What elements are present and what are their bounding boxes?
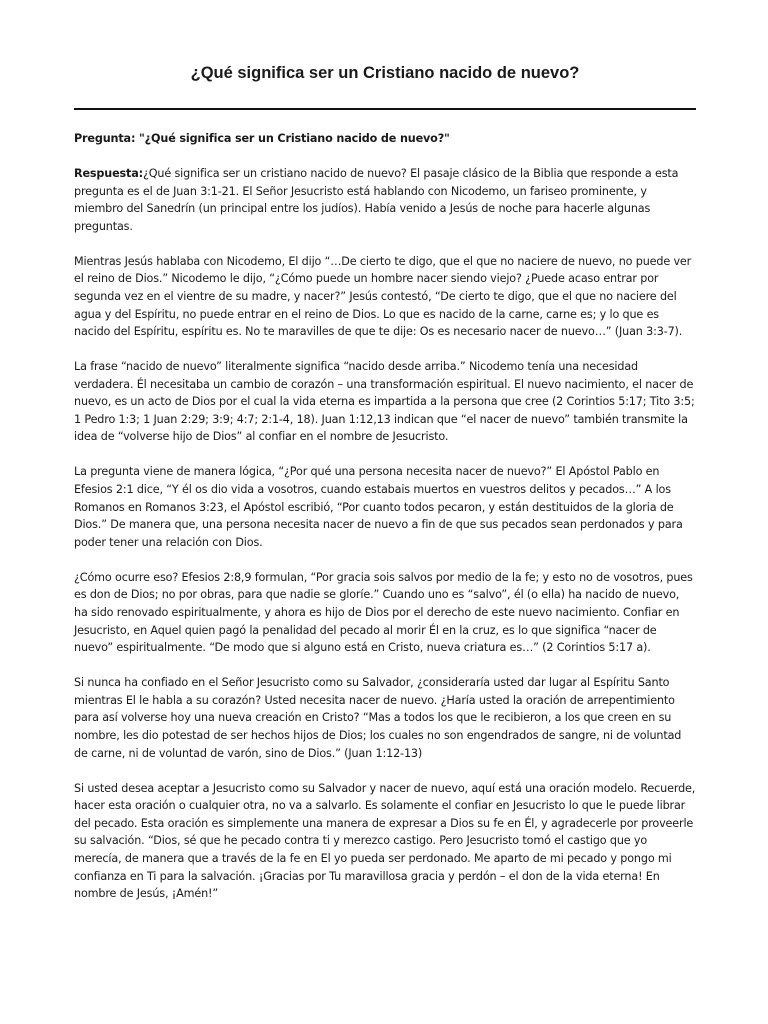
- body-paragraph-5: Si nunca ha confiado en el Señor Jesucristo como su Salvador, ¿consideraría usted dar lugar al Espíritu Santo mientras El le habla a su corazón? Usted necesita nacer de nuevo. ¿Haría usted la oración de arrepentimiento para así volverse hoy una nueva creación en Cristo? “Mas a todos los que le recibieron, a los que creen en su nombre, les dio potestad de ser hechos hijos de Dios; los cuales no son engendrados de sangre, ni de voluntad de carne, ni de voluntad de varón, sino de Dios.” (Juan 1:12-13): [74, 676, 682, 760]
- title-divider: [74, 108, 696, 110]
- body-paragraph-2: La frase “nacido de nuevo” literalmente significa “nacido desde arriba.” Nicodemo tenía una necesidad verdadera. Él necesitaba un cambio de corazón – una transformación espiritual. El nuevo nacimiento, el nacer de nuevo, es un acto de Dios por el cual la vida eterna es impartida a la persona que cree (2 Corintios 5:17; Tito 3:5; 1 Pedro 1:3; 1 Juan 2:29; 3:9; 4:7; 2:1-4, 18). Juan 1:12,13 indican que “el nacer de nuevo” también transmite la idea de “volverse hijo de Dios” al confiar en el nombre de Jesucristo.: [74, 360, 695, 444]
- page-title: ¿Qué significa ser un Cristiano nacido de nuevo?: [190, 64, 580, 82]
- answer-paragraph: [74, 165, 696, 235]
- answer-label: Respuesta:: [74, 166, 143, 180]
- body-paragraph-1: Mientras Jesús hablaba con Nicodemo, El dijo “…De cierto te digo, que el que no naciere de nuevo, no puede ver el reino de Dios.” Nicodemo le dijo, “¿Cómo puede un hombre nacer siendo viejo? ¿Puede acaso entrar por segunda vez en el vientre de su madre, y nacer?” Jesús contestó, “De cierto te digo, que el que no naciere del agua y del Espíritu, no puede entrar en el reino de Dios. Lo que es nacido de la carne, carne es; y lo que es nacido del Espíritu, espíritu es. No te maravilles de que te dije: Os es necesario nacer de nuevo…” (Juan 3:3-7).: [74, 254, 692, 339]
- body-paragraph-6: Si usted desea aceptar a Jesucristo como su Salvador y nacer de nuevo, aquí está una oración modelo. Recuerde, hacer esta oración o cualquier otra, no va a salvarlo. Es solamente el confiar en Jesucristo lo que le puede librar del pecado. Esta oración es simplemente una manera de expresar a Dios su fe en Él, y agradecerle por proveerle su salvación. “Dios, sé que he pecado contra ti y merezco castigo. Pero Jesucristo tomó el castigo que yo merecía, de manera que a través de la fe en El yo pueda ser perdonado. Me aparto de mi pecado y pongo mi confianza en Ti para la salvación. ¡Gracias por Tu maravillosa gracia y perdón – el don de la vida eterna! En nombre de Jesús, ¡Amén!”: [74, 781, 696, 901]
- question-paragraph: Pregunta: "¿Qué significa ser un Cristiano nacido de nuevo?": [74, 132, 450, 145]
- answer-text: ¿Qué significa ser un cristiano nacido de nuevo? El pasaje clásico de la Biblia que responde a esta pregunta es el de Juan 3:1-21. El Señor Jesucristo está hablando con Nicodemo, un fariseo prominente, y miembro del Sanedrín (un principal entre los judíos). Había venido a Jesús de noche para hacerle algunas preguntas.: [74, 166, 679, 233]
- document-body: [74, 130, 696, 920]
- body-paragraph-3: La pregunta viene de manera lógica, “¿Por qué una persona necesita nacer de nuevo?” El Apóstol Pablo en Efesios 2:1 dice, “Y él os dio vida a vosotros, cuando estabais muertos en vuestros delitos y pecados…” A los Romanos en Romanos 3:23, el Apóstol escribió, “Por cuanto todos pecaron, y están destituidos de la gloria de Dios.” De manera que, una persona necesita nacer de nuevo a fin de que sus pecados sean perdonados y para poder tener una relación con Dios.: [74, 465, 683, 549]
- body-paragraph-4: ¿Cómo ocurre eso? Efesios 2:8,9 formulan, “Por gracia sois salvos por medio de la fe; y esto no de vosotros, pues es don de Dios; no por obras, para que nadie se gloríe.” Cuando uno es “salvo”, él (o ella) ha nacido de nuevo, ha sido renovado espiritualmente, y ahora es hijo de Dios por el derecho de este nuevo nacimiento. Confiar en Jesucristo, en Aquel quien pagó la penalidad del pecado al morir Él en la cruz, es lo que significa “nacer de nuevo” espiritualmente. “De modo que si alguno está en Cristo, nueva criatura es…” (2 Corintios 5:17 a).: [74, 570, 693, 655]
